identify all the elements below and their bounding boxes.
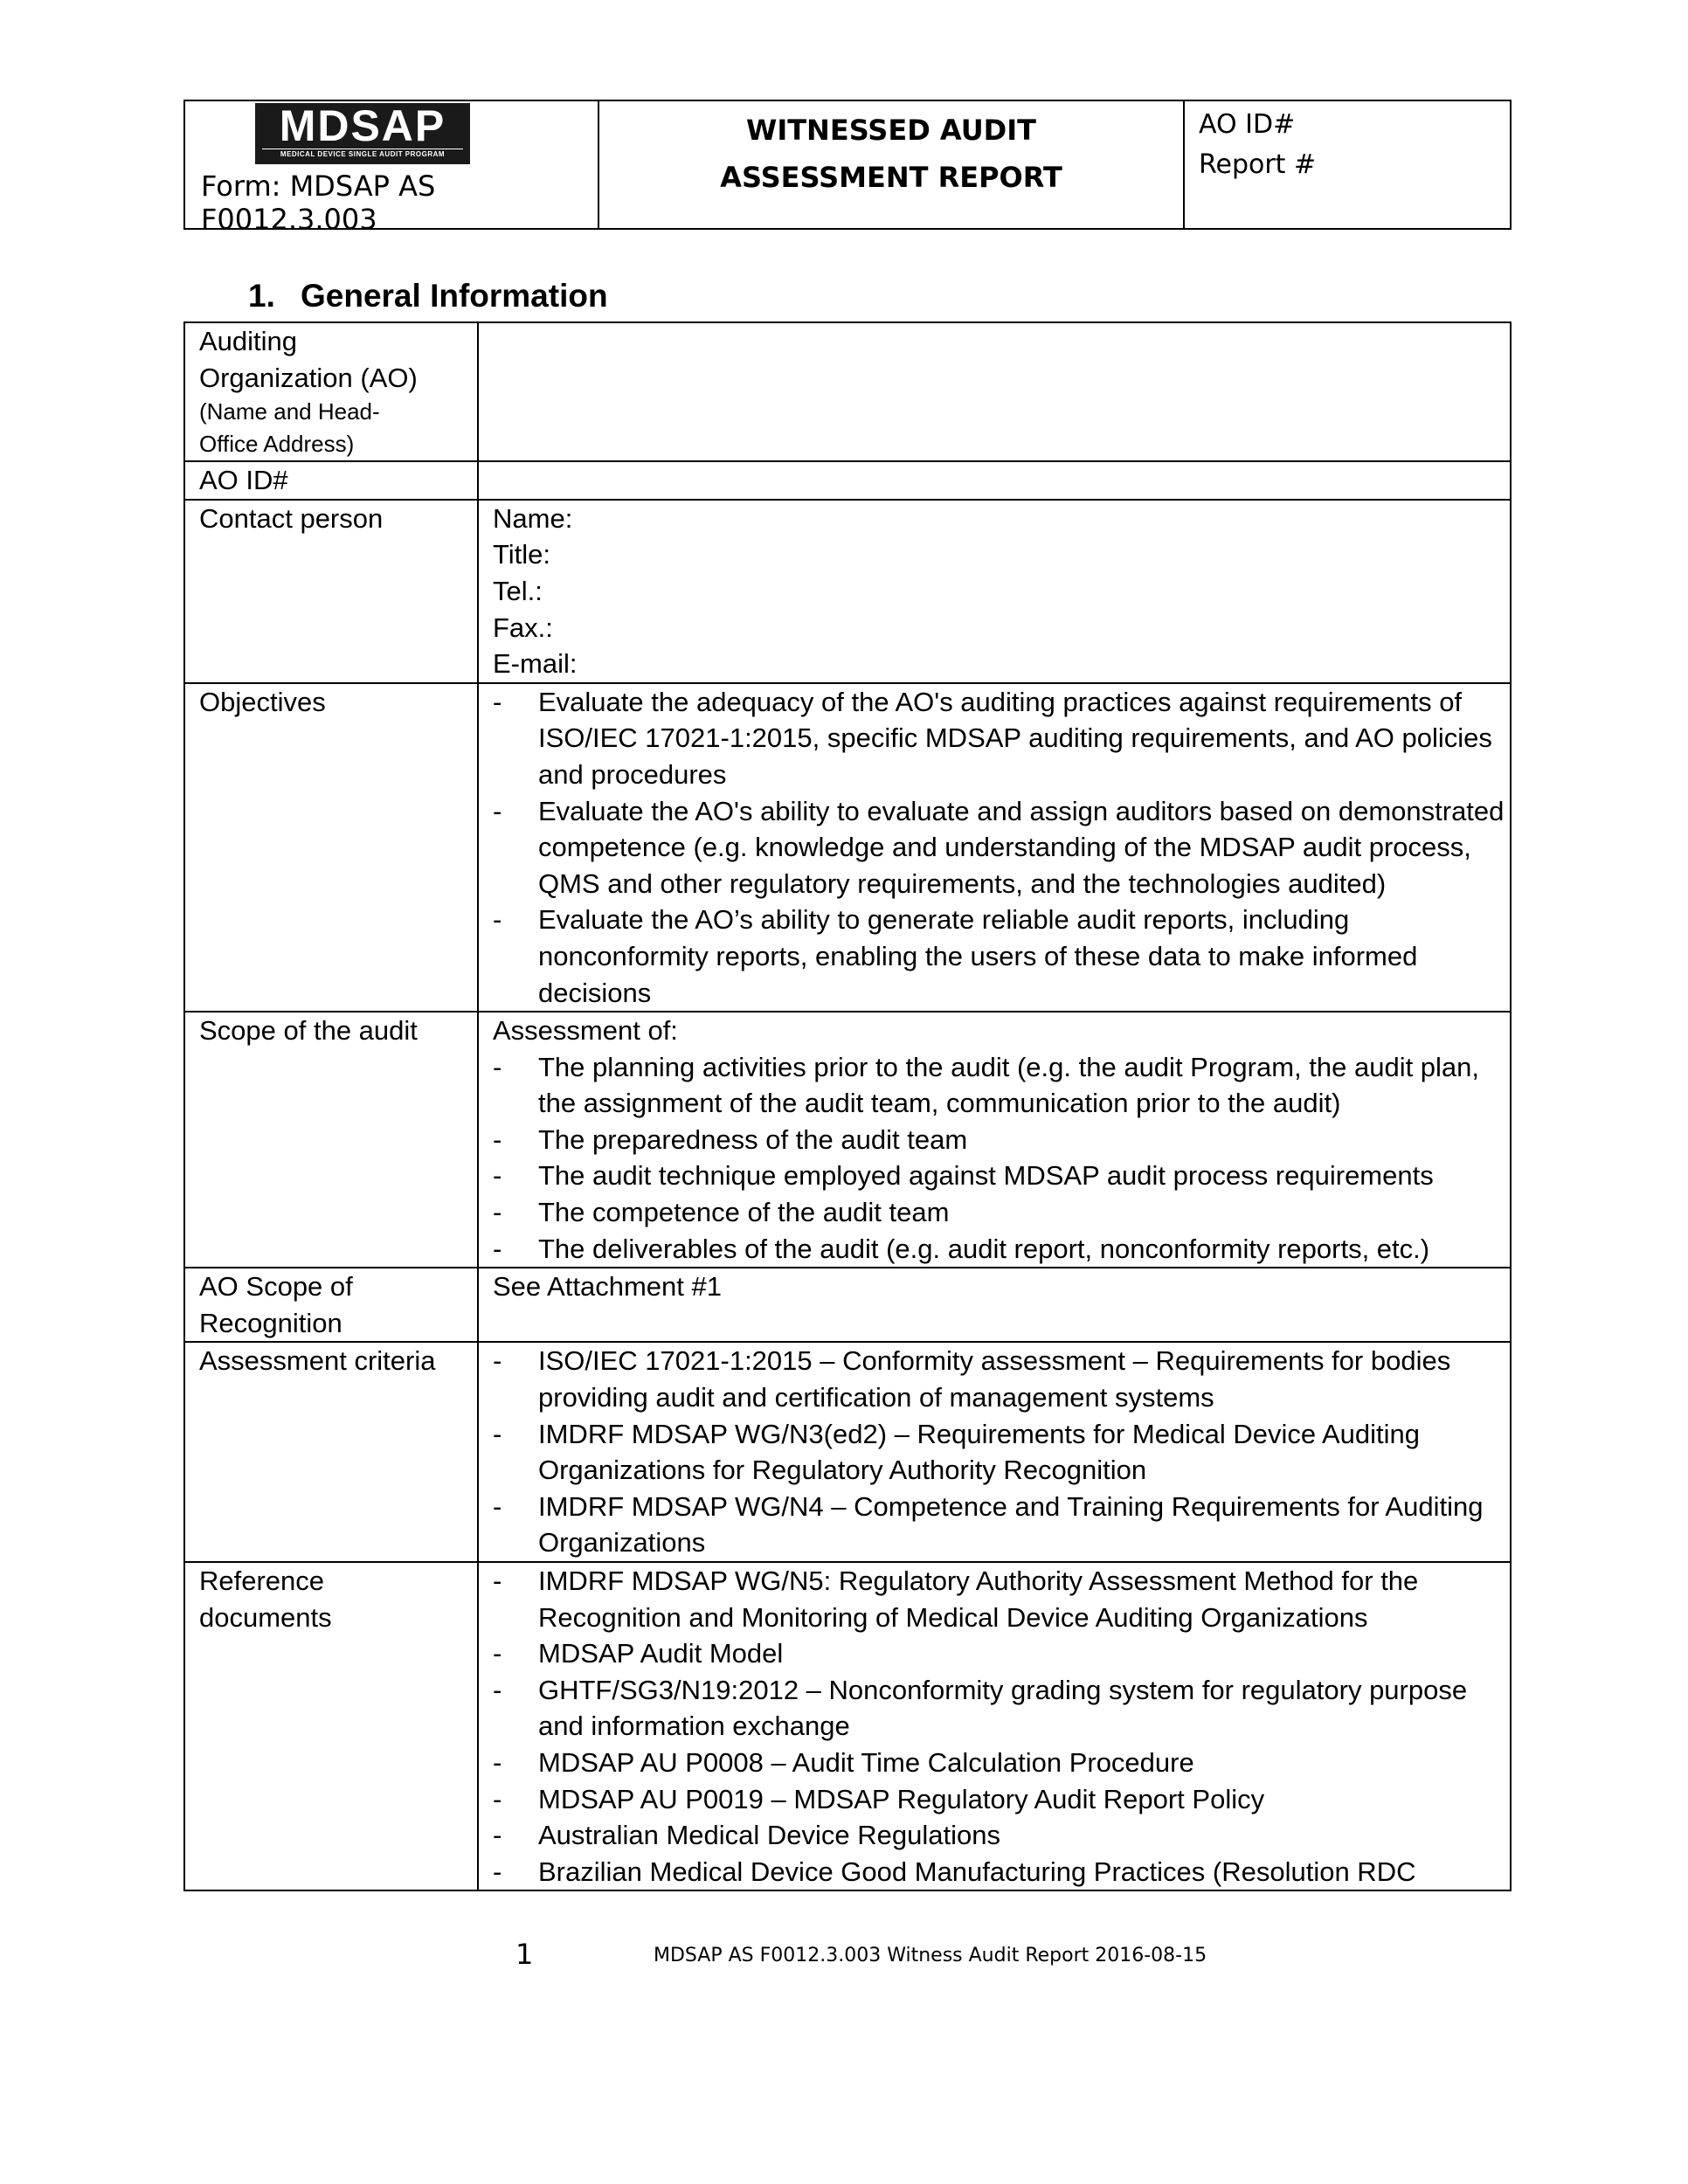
list-item: - MDSAP AU P0019 – MDSAP Regulatory Audit Report Policy xyxy=(493,1781,1510,1818)
section-number: 1. xyxy=(248,278,275,314)
list-item: - MDSAP AU P0008 – Audit Time Calculation Procedure xyxy=(493,1745,1510,1781)
ao-org-label-note: Office Address) xyxy=(199,431,355,458)
list-item: - GHTF/SG3/N19:2012 – Nonconformity grading system for regulatory purpose and information exchange xyxy=(493,1672,1510,1745)
contact-label: Contact person xyxy=(184,500,478,683)
contact-name-field: Name: xyxy=(493,502,573,534)
list-item: - The planning activities prior to the audit (e.g. the audit Program, the audit plan, the assignment of the audit team, communication prior to the audit) xyxy=(493,1049,1510,1122)
list-item: - IMDRF MDSAP WG/N3(ed2) – Requirements for Medical Device Auditing Organizations for Regulatory Authority Recognition xyxy=(493,1416,1510,1489)
document-header xyxy=(183,100,1512,236)
criteria-label: Assessment criteria xyxy=(184,1342,478,1562)
table-row xyxy=(184,461,1511,500)
table-row xyxy=(184,322,1511,461)
recognition-value: See Attachment #1 xyxy=(478,1268,1511,1342)
references-list xyxy=(493,1563,1510,1890)
mdsap-logo xyxy=(255,103,470,164)
list-item: - The audit technique employed against MDSAP audit process requirements xyxy=(493,1158,1510,1194)
list-item: - Australian Medical Device Regulations xyxy=(493,1817,1510,1854)
table-row xyxy=(184,683,1511,1012)
ao-org-value xyxy=(478,322,1511,461)
objectives-list xyxy=(493,684,1510,1011)
logo-subtitle: MEDICAL DEVICE SINGLE AUDIT PROGRAM xyxy=(262,149,463,160)
criteria-value xyxy=(478,1342,1511,1562)
ao-org-label xyxy=(184,322,478,461)
list-item: - MDSAP Audit Model xyxy=(493,1635,1510,1672)
header-id-cell xyxy=(1184,100,1511,229)
header-title-cell xyxy=(598,100,1184,229)
ao-org-label-line: Organization (AO) xyxy=(199,362,418,393)
references-label-line: documents xyxy=(199,1601,332,1633)
contact-title-field: Title: xyxy=(493,539,551,570)
list-item: - The competence of the audit team xyxy=(493,1194,1510,1231)
scope-intro: Assessment of: xyxy=(493,1015,678,1047)
objectives-label: Objectives xyxy=(184,683,478,1012)
list-item: - Evaluate the adequacy of the AO's auditing practices against requirements of ISO/IEC 17021-1:2015, specific MDSAP auditing requirements, and AO policies and procedures xyxy=(493,684,1510,793)
logo-text: MDSAP xyxy=(279,101,446,150)
ao-org-label-line: Auditing xyxy=(199,326,298,356)
list-item: - Evaluate the AO’s ability to generate reliable audit reports, including nonconformity reports, enabling the users of these data to make informed decisions xyxy=(493,902,1510,1011)
references-label-line: Reference xyxy=(199,1565,325,1596)
page-number: 1 xyxy=(515,1938,534,1971)
ao-id-row-value xyxy=(478,461,1511,500)
list-item: - Brazilian Medical Device Good Manufacturing Practices (Resolution RDC xyxy=(493,1854,1510,1890)
list-item: - The deliverables of the audit (e.g. audit report, nonconformity reports, etc.) xyxy=(493,1231,1510,1268)
table-row xyxy=(184,1268,1511,1342)
list-item: - Evaluate the AO's ability to evaluate and assign auditors based on demonstrated competence (e.g. knowledge and understanding of the MDSAP audit process, QMS and other regulatory requirements, and the technologies audited) xyxy=(493,793,1510,902)
criteria-list xyxy=(493,1343,1510,1561)
report-number-label: Report # xyxy=(1199,149,1317,180)
contact-email-field: E-mail: xyxy=(493,648,578,680)
scope-list xyxy=(493,1049,1510,1268)
report-title-line1: WITNESSED AUDIT xyxy=(746,114,1036,147)
recognition-label-line: Recognition xyxy=(199,1307,342,1338)
ao-id-row-label: AO ID# xyxy=(184,461,478,500)
header-logo-cell xyxy=(184,100,598,236)
general-information-table xyxy=(183,321,1512,1891)
contact-fax-field: Fax.: xyxy=(493,612,553,643)
references-value xyxy=(478,1562,1511,1890)
contact-tel-field: Tel.: xyxy=(493,575,543,606)
report-title xyxy=(599,101,1183,201)
list-item: - IMDRF MDSAP WG/N5: Regulatory Authority Assessment Method for the Recognition and Monitoring of Medical Device Auditing Organizations xyxy=(493,1563,1510,1635)
list-item: - IMDRF MDSAP WG/N4 – Competence and Training Requirements for Auditing Organizations xyxy=(493,1489,1510,1561)
contact-fields xyxy=(478,500,1511,683)
recognition-label xyxy=(184,1268,478,1342)
scope-label: Scope of the audit xyxy=(184,1012,478,1268)
ao-org-label-note: (Name and Head- xyxy=(199,398,380,425)
list-item: - The preparedness of the audit team xyxy=(493,1122,1510,1158)
table-row xyxy=(184,500,1511,683)
list-item: - ISO/IEC 17021-1:2015 – Conformity assessment – Requirements for bodies providing audit and certification of management systems xyxy=(493,1343,1510,1415)
footer-document-id: MDSAP AS F0012.3.003 Witness Audit Report 2016-08-15 xyxy=(654,1945,1207,1966)
table-row xyxy=(184,1562,1511,1890)
scope-value xyxy=(478,1012,1511,1268)
ao-id-label: AO ID# xyxy=(1199,109,1296,140)
objectives-value xyxy=(478,683,1511,1012)
table-row xyxy=(184,1342,1511,1562)
recognition-label-line: AO Scope of xyxy=(199,1271,353,1303)
references-label xyxy=(184,1562,478,1890)
section-title: General Information xyxy=(301,278,608,314)
report-title-line2: ASSESSMENT REPORT xyxy=(720,161,1062,194)
form-label: Form: MDSAP AS F0012.3.003 xyxy=(201,169,436,236)
table-row xyxy=(184,1012,1511,1268)
section-heading xyxy=(248,278,608,314)
